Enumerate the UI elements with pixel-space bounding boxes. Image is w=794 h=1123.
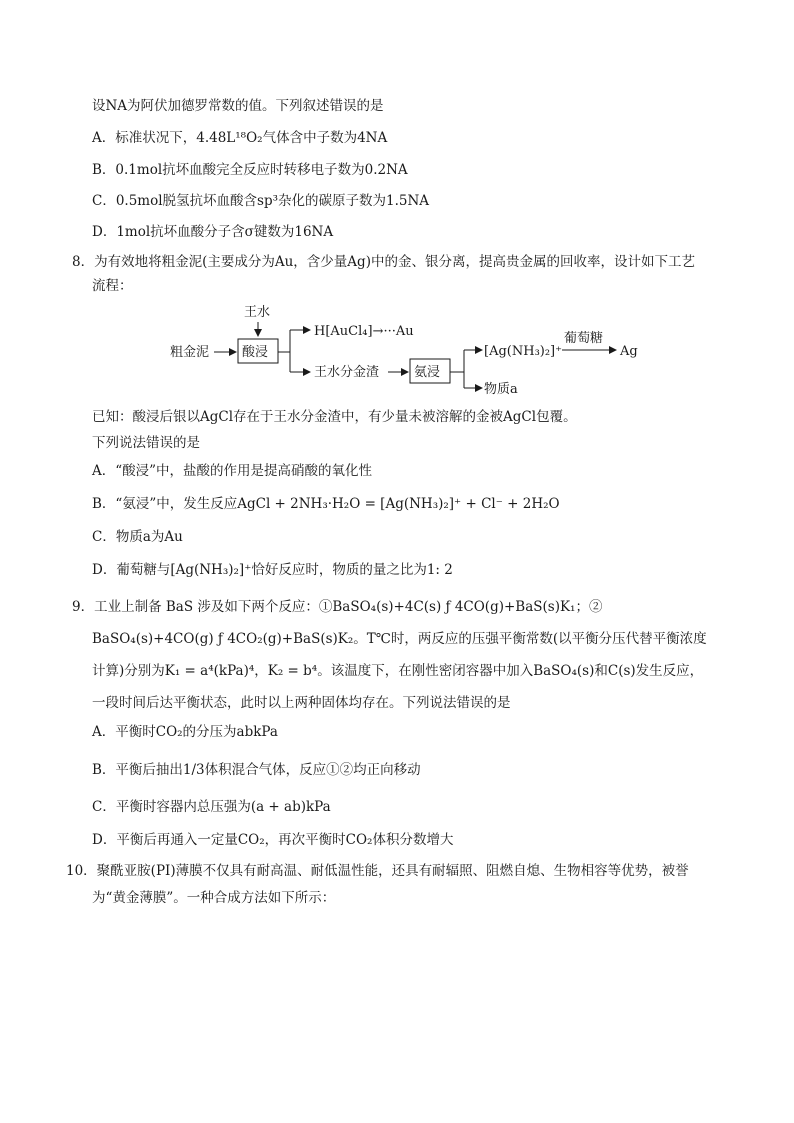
flow-substance-a: 物质a bbox=[484, 382, 518, 397]
q7-stem: 设NA为阿伏加德罗常数的值。下列叙述错误的是 bbox=[92, 98, 384, 114]
flow-silver-complex: [Ag(NH₃)₂]⁺ bbox=[484, 344, 562, 359]
q7-option-a: A．标准状况下，4.48L¹⁸O₂气体含中子数为4NA bbox=[92, 130, 388, 146]
q8-option-a: A．“酸浸”中，盐酸的作用是提高硝酸的氧化性 bbox=[92, 463, 373, 479]
q8-option-c: C．物质a为Au bbox=[92, 529, 183, 545]
q9-option-b: B．平衡后抽出1/3体积混合气体，反应①②均正向移动 bbox=[92, 762, 421, 778]
q9-stem-line3: 计算)分别为K₁ = a⁴(kPa)⁴，K₂ = b⁴。该温度下，在刚性密闭容器中加入BaSO₄(s)和C(s)发生反应， bbox=[92, 663, 704, 679]
flow-final-silver: Ag bbox=[620, 344, 638, 359]
q9-option-a: A．平衡时CO₂的分压为abkPa bbox=[92, 724, 278, 740]
q9-option-d: D．平衡后再通入一定量CO₂，再次平衡时CO₂体积分数增大 bbox=[92, 832, 454, 848]
q8-option-d: D．葡萄糖与[Ag(NH₃)₂]⁺恰好反应时，物质的量之比为1: 2 bbox=[92, 562, 453, 578]
q10-stem-line1: 10．聚酰亚胺(PI)薄膜不仅具有耐高温、耐低温性能，还具有耐辐照、阻燃自熄、生物相容等优势，被誉 bbox=[66, 863, 689, 879]
flow-intermediate-residue: 王水分金渣 bbox=[314, 365, 380, 380]
q9-stem-line1: 9．工业上制备 BaS 涉及如下两个反应：①BaSO₄(s)+4C(s) ƒ 4CO(g)+BaS(s)K₁；② bbox=[72, 599, 603, 615]
q8-stem-line1: 8．为有效地将粗金泥(主要成分为Au，含少量Ag)中的金、银分离，提高贵金属的回收率，设计如下工艺 bbox=[72, 254, 695, 270]
flow-start-crude-gold: 粗金泥 bbox=[170, 345, 210, 360]
q9-option-c: C．平衡时容器内总压强为(a + ab)kPa bbox=[92, 799, 331, 815]
flow-box-acid-leach-label: 酸浸 bbox=[242, 345, 269, 360]
q8-known: 已知：酸浸后银以AgCl存在于王水分金渣中，有少量未被溶解的金被AgCl包覆。 bbox=[92, 409, 577, 425]
q8-stem-line2: 流程： bbox=[92, 278, 133, 294]
flow-product-gold-chloride: H[AuCl₄]→···Au bbox=[314, 324, 414, 339]
q7-option-d: D．1mol抗坏血酸分子含σ键数为16NA bbox=[92, 224, 334, 240]
flow-box-ammonia-leach-label: 氨浸 bbox=[414, 365, 441, 380]
q9-stem-line2: BaSO₄(s)+4CO(g) ƒ 4CO₂(g)+BaS(s)K₂。T℃时，两反应的压强平衡常数(以平衡分压代替平衡浓度 bbox=[92, 631, 707, 647]
q8-option-b: B．“氨浸”中，发生反应AgCl + 2NH₃·H₂O = [Ag(NH₃)₂]⁺ + Cl⁻ + 2H₂O bbox=[92, 496, 560, 512]
process-flow-diagram bbox=[170, 296, 650, 406]
q9-stem-line4: 一段时间后达平衡状态，此时以上两种固体均存在。下列说法错误的是 bbox=[92, 695, 511, 711]
q7-option-b: B．0.1mol抗坏血酸完全反应时转移电子数为0.2NA bbox=[92, 162, 408, 178]
q7-option-c: C．0.5mol脱氢抗坏血酸含sp³杂化的碳原子数为1.5NA bbox=[92, 193, 430, 209]
q10-stem-line2: 为“黄金薄膜”。一种合成方法如下所示： bbox=[92, 890, 336, 906]
q8-ask: 下列说法错误的是 bbox=[92, 435, 200, 451]
flow-reagent-aqua-regia: 王水 bbox=[244, 305, 271, 320]
flow-reagent-glucose: 葡萄糖 bbox=[564, 331, 604, 346]
